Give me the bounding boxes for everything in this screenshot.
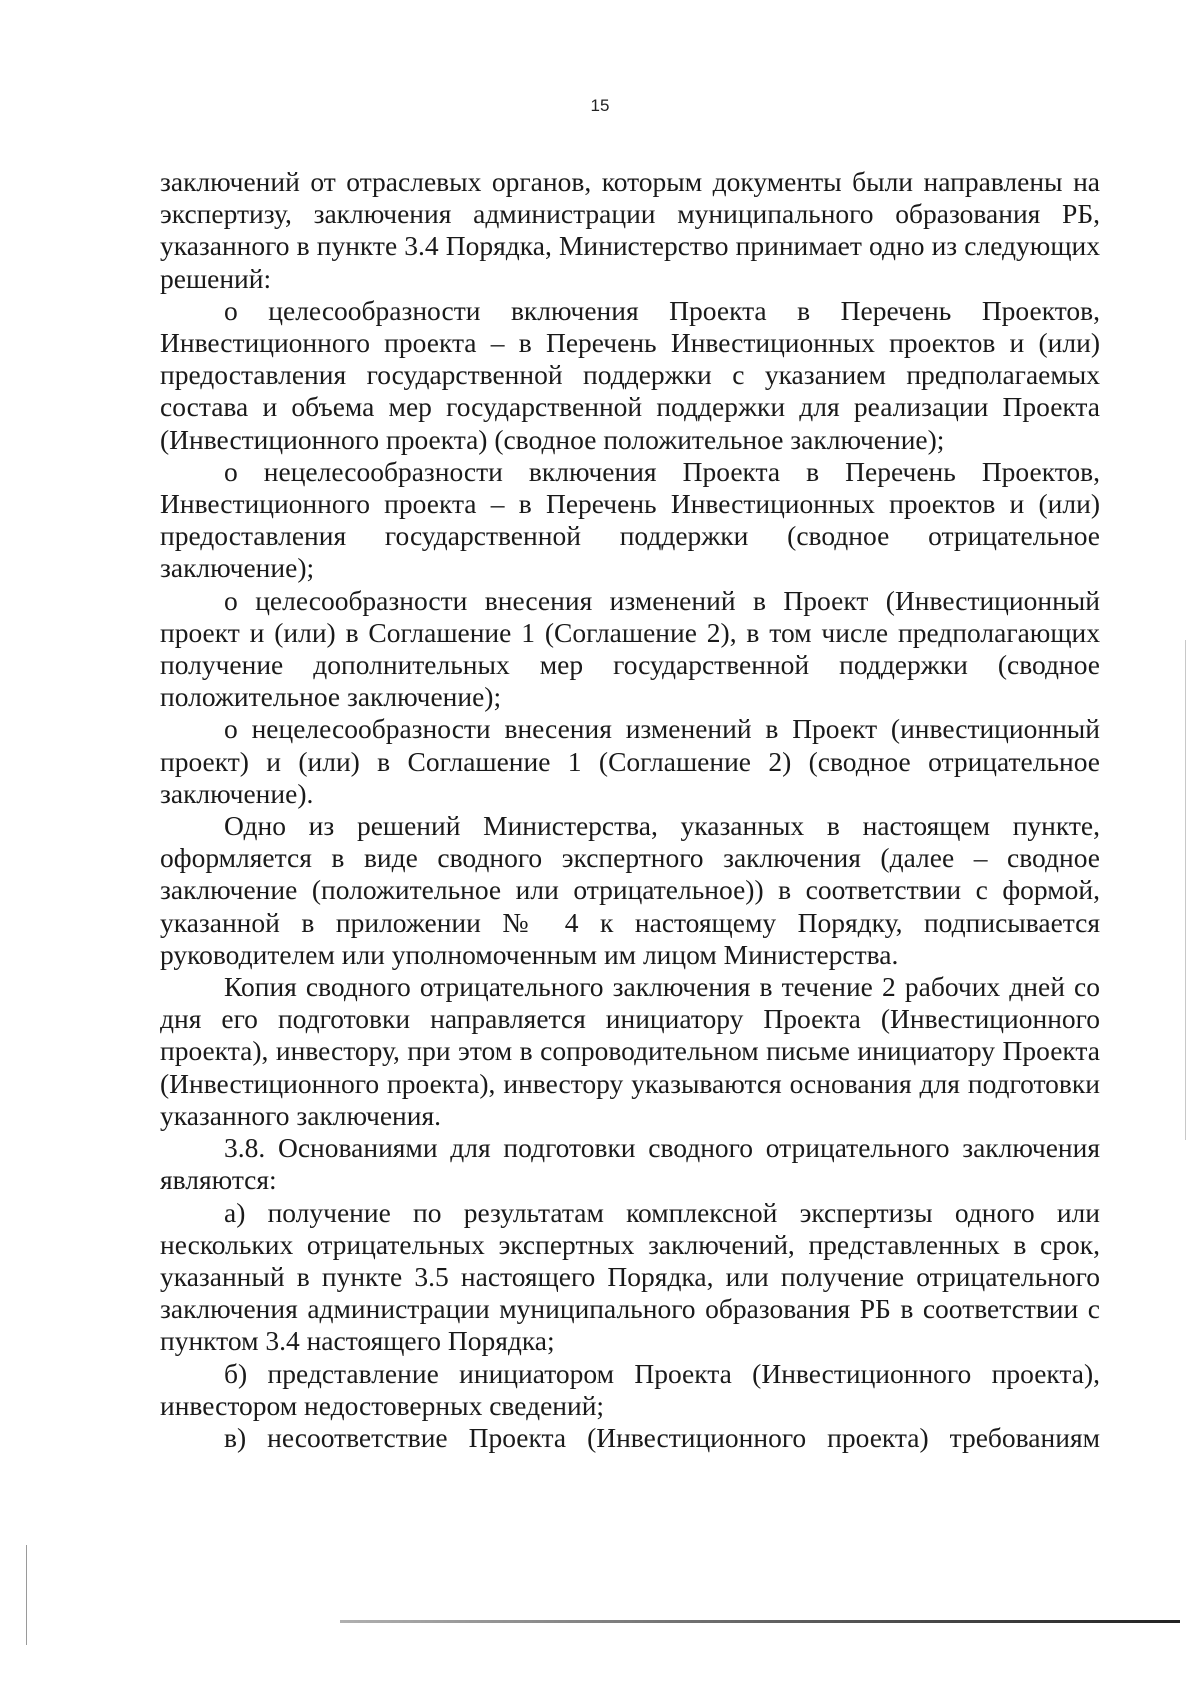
section-3-8-heading: 3.8. Основаниями для подготовки сводного отрицательного заключения являются:: [160, 1132, 1100, 1196]
paragraph-negative-copy: Копия сводного отрицательного заключения в течение 2 рабочих дней со дня его подготовки направляется инициатору Проекта (Инвестиционного проекта), инвестору, при этом в сопроводительном письме инициатору Проекта (Инвестиционного проекта), инвестору указываются основания для подготовки указанного заключения.: [160, 971, 1100, 1131]
scan-edge-right: [1185, 640, 1186, 1140]
ground-item-c: в) несоответствие Проекта (Инвестиционного проекта) требованиям: [224, 1421, 1100, 1453]
paragraph-continuation: заключений от отраслевых органов, которым документы были направлены на экспертизу, заключения администрации муниципального образования РБ, указанного в пункте 3.4 Порядка, Министерство принимает одно из следующих решений:: [160, 166, 1100, 294]
bottom-scan-rule: [340, 1620, 1180, 1623]
ground-item-a: а) получение по результатам комплексной экспертизы одного или нескольких отрицательных экспертных заключений, представленных в срок, указанный в пункте 3.5 настоящего Порядка, или получение отрицательного заключения администрации муниципального образования РБ в соответствии с пунктом 3.4 настоящего Порядка;: [160, 1196, 1100, 1357]
decision-option-negative-inclusion: о нецелесообразности включения Проекта в Перечень Проектов, Инвестиционного проекта – в Перечень Инвестиционных проектов и (или) предоставления государственной поддержки (сводное отрицательное заключение);: [160, 455, 1100, 584]
scan-edge-left: [26, 1545, 27, 1645]
page-number: 15: [590, 96, 610, 115]
paragraph-summary-conclusion: Одно из решений Министерства, указанных в настоящем пункте, оформляется в виде сводного экспертного заключения (далее – сводное заключение (положительное или отрицательное)) в соответствии с формой, указанной в приложении № 4 к настоящему Порядку, подписывается руководителем или уполномоченным им лицом Министерства.: [160, 810, 1100, 970]
decision-option-positive-changes: о целесообразности внесения изменений в Проект (Инвестиционный проект и (или) в Соглашение 1 (Соглашение 2), в том числе предполагающих получение дополнительных мер государственной поддержки (сводное положительное заключение);: [160, 584, 1100, 713]
document-body: [160, 166, 1100, 1454]
decision-option-positive-inclusion: о целесообразности включения Проекта в Перечень Проектов, Инвестиционного проекта – в Перечень Инвестиционных проектов и (или) предоставления государственной поддержки с указанием предполагаемых состава и объема мер государственной поддержки для реализации Проекта (Инвестиционного проекта) (сводное положительное заключение);: [160, 294, 1100, 455]
ground-item-b: б) представление инициатором Проекта (Инвестиционного проекта), инвестором недостоверных сведений;: [160, 1357, 1100, 1421]
decision-option-negative-changes: о нецелесообразности внесения изменений в Проект (инвестиционный проект) и (или) в Соглашение 1 (Соглашение 2) (сводное отрицательное заключение).: [160, 713, 1100, 809]
